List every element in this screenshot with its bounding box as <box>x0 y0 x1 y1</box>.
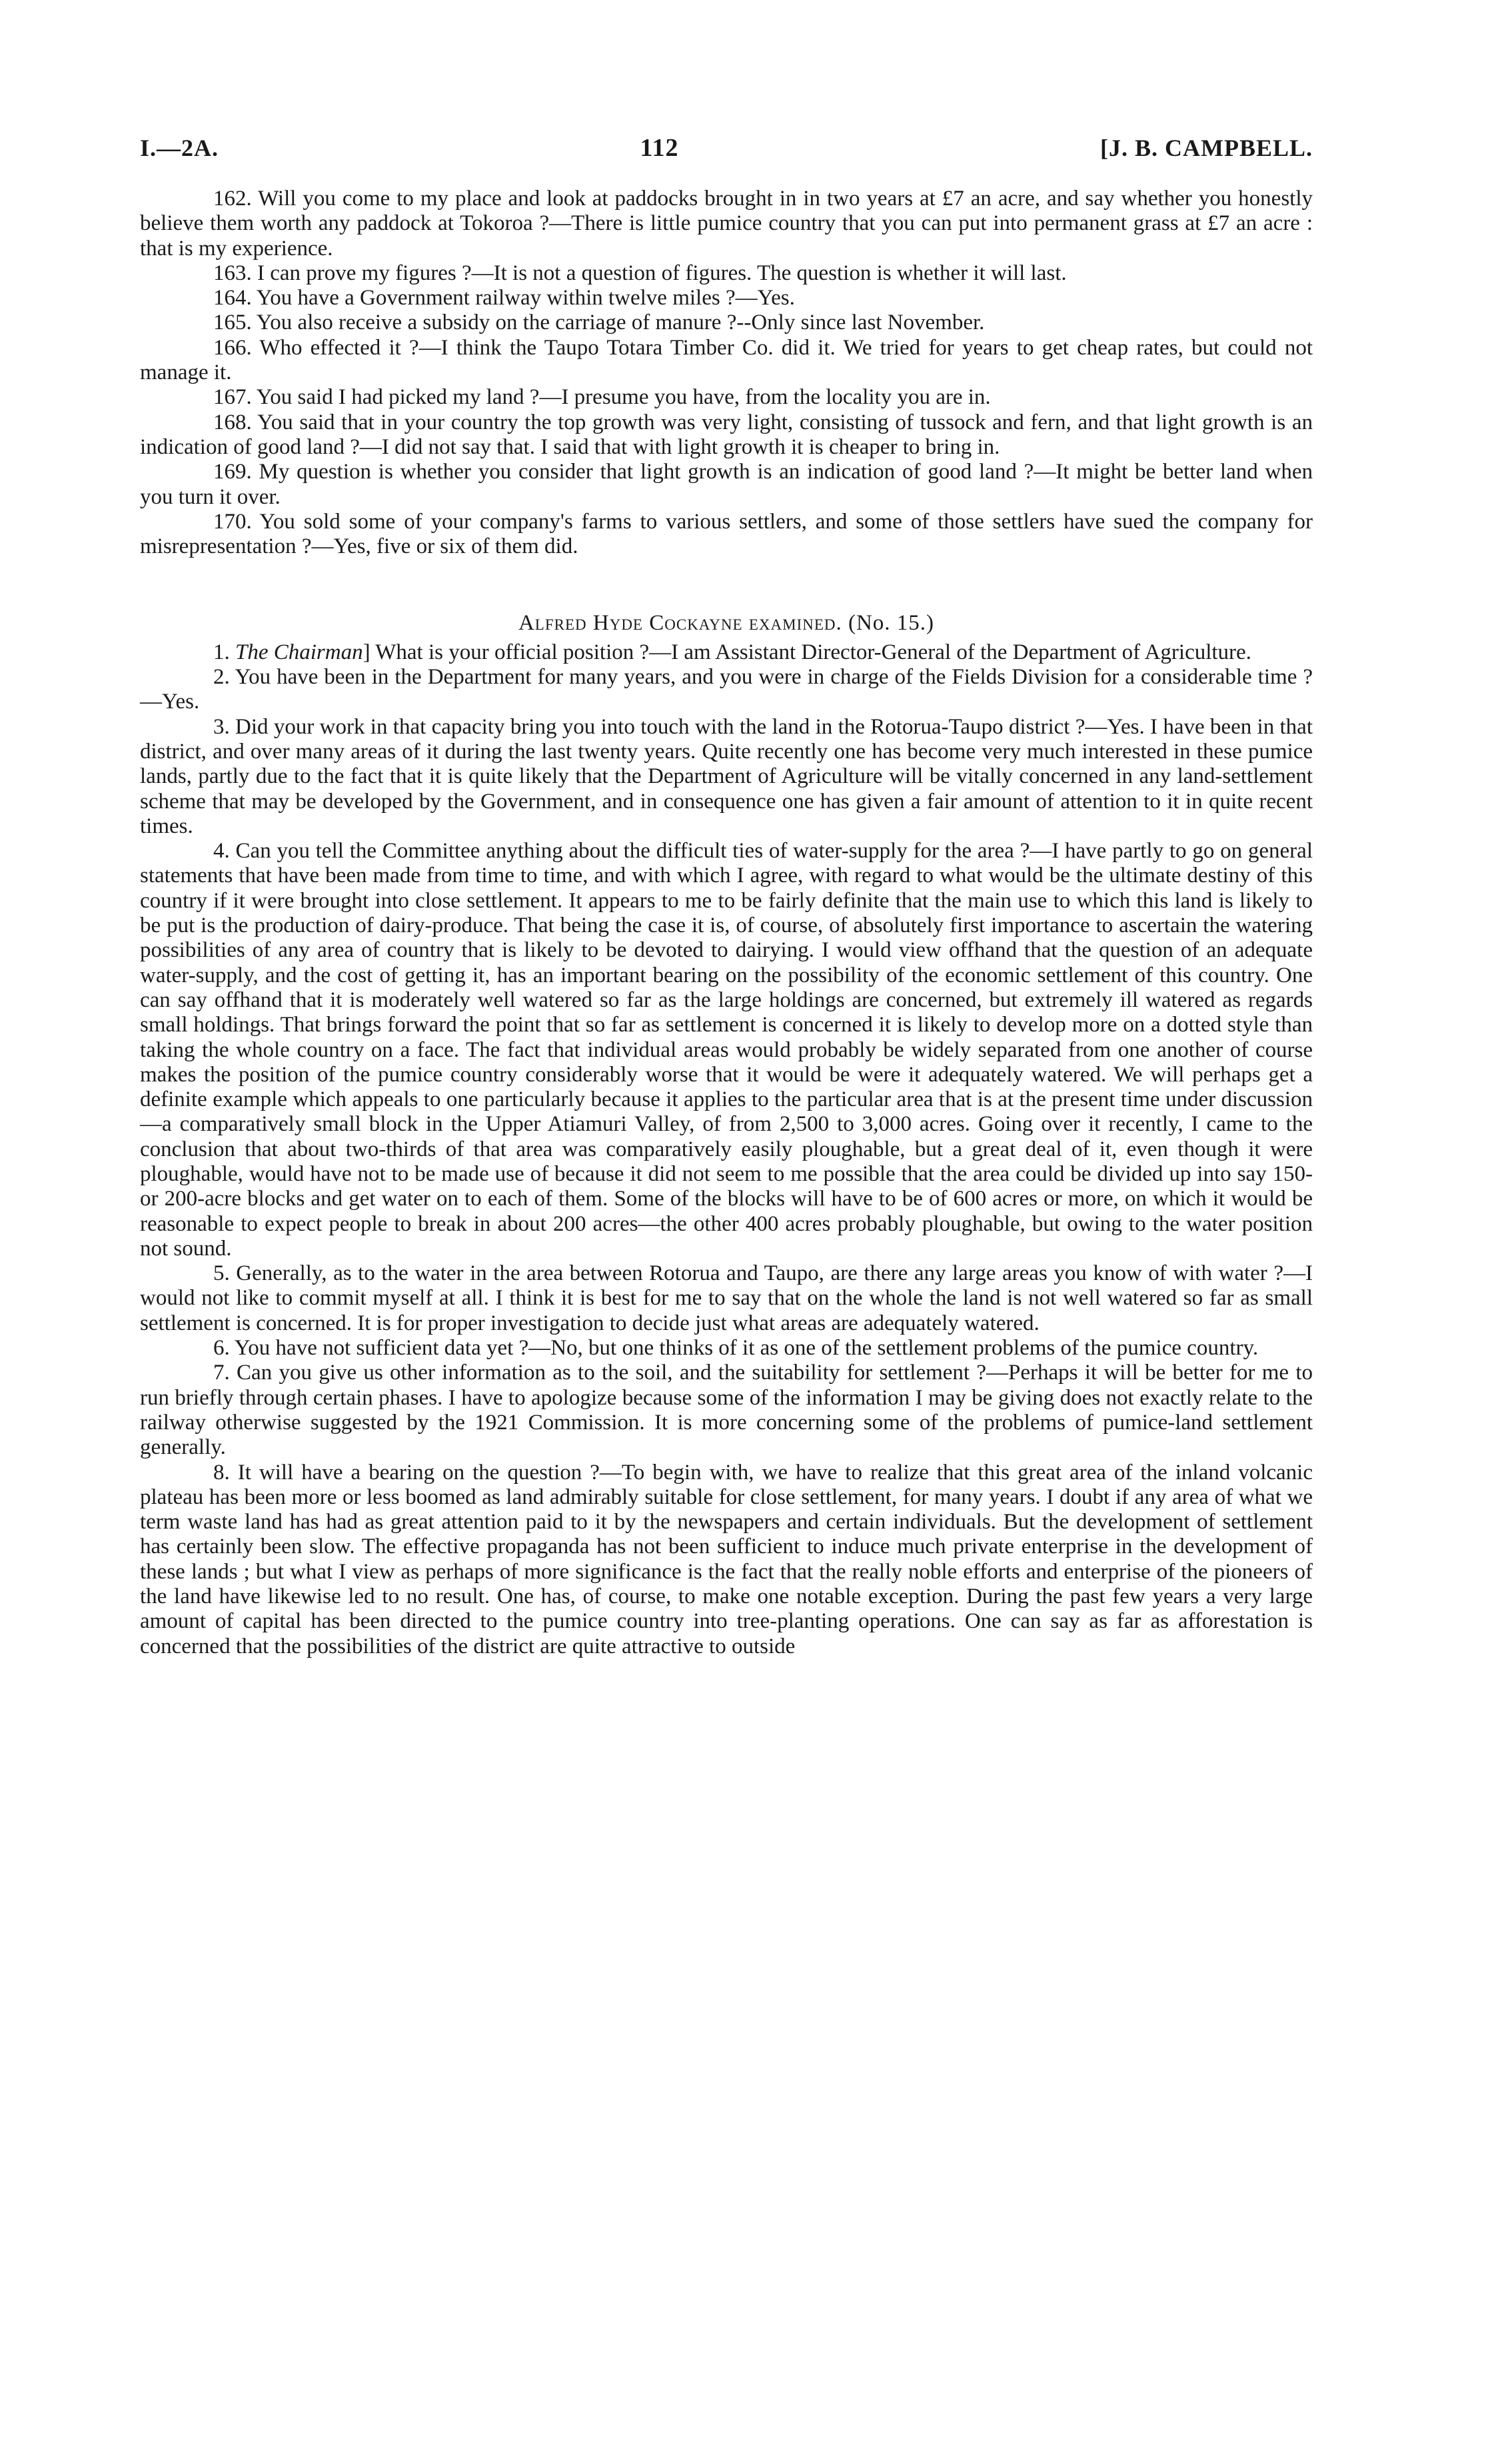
paragraph: 4. Can you tell the Committee anything about the difficult ties of water-supply for the area ?—I have partly to go on general statements that have been made from time to time, and with which I agree, with regard to what would be the ultimate destiny of this country if it were brought into close settlement. It appears to me to be fairly definite that the main use to which this land is likely to be put is the production of dairy-produce. That being the case it is, of course, of absolutely first importance to ascertain the watering possibilities of any area of country that is likely to be devoted to dairying. I would view offhand that the question of an adequate water-supply, and the cost of getting it, has an important bearing on the possibility of the economic settlement of this country. One can say offhand that it is moderately well watered so far as the large holdings are concerned, but extremely ill watered as regards small holdings. That brings forward the point that so far as settlement is concerned it is likely to develop more on a dotted style than taking the whole country on a face. The fact that individual areas would probably be widely separated from one another of course makes the position of the pumice country considerably worse that it would be were it adequately watered. We will perhaps get a definite example which appeals to one particularly because it applies to the particular area that is at the present time under discussion—a comparatively small block in the Upper Atiamuri Valley, of from 2,500 to 3,000 acres. Going over it recently, I came to the conclusion that about two-thirds of that area was comparatively easily ploughable, but a great deal of it, even though it were ploughable, would have not to be made use of because it did not seem to me possible that the area could be divided up into say 150- or 200-acre blocks and get water on to each of them. Some of the blocks will have to be of 600 acres or more, on which it would be reasonable to expect people to break in about 200 acres—the other 400 acres probably ploughable, but owing to the water position not sound. <box>140 839 1313 1261</box>
paragraph: 165. You also receive a subsidy on the carriage of manure ?--Only since last November. <box>213 310 985 335</box>
speaker-name: The Chairman <box>235 640 363 664</box>
witness-number: (No. 15.) <box>848 611 935 636</box>
examined-label: examined. <box>748 611 842 636</box>
paragraph: 6. You have not sufficient data yet ?—No, but one thinks of it as one of the settlement problems of the pumice country. <box>213 1336 1259 1361</box>
section-spacer <box>140 559 1313 586</box>
paragraph: 166. Who effected it ?—I think the Taupo Totara Timber Co. did it. We tried for years to get cheap rates, but could not manage it. <box>140 335 1313 385</box>
paragraph: 2. You have been in the Department for many years, and you were in charge of the Fields Division for a considerable time ?—Yes. <box>140 665 1313 714</box>
paragraph: 5. Generally, as to the water in the area between Rotorua and Taupo, are there any large areas you know of with water ?—I would not like to commit myself at all. I think it is best for me to say that on the whole the land is not well watered so far as small settlement is concerned. It is for proper investigation to decide just what areas are adequately watered. <box>140 1261 1313 1335</box>
page-number: 112 <box>640 134 679 162</box>
paragraph: 164. You have a Government railway within twelve miles ?—Yes. <box>213 286 795 310</box>
paragraph: 167. You said I had picked my land ?—I presume you have, from the locality you are in. <box>213 385 991 410</box>
header-reference: I.—2A. <box>140 135 219 161</box>
paragraph <box>140 640 1313 665</box>
paragraph: 162. Will you come to my place and look at paddocks brought in in two years at £7 an acre, and say whether you honestly believe them worth any paddock at Tokoroa ?—There is little pumice country that you can put into permanent grass at £7 an acre : that is my experience. <box>140 187 1313 261</box>
paragraph: 7. Can you give us other information as to the soil, and the suitability for settlement ?—Perhaps it will be better for me to run briefly through certain phases. I have to apologize because some of the information I may be giving does not exactly relate to the railway otherwise suggested by the 1921 Commission. It is more concerning some of the problems of pumice-land settlement generally. <box>140 1361 1313 1460</box>
paragraph: 169. My question is whether you consider that light growth is an indication of good land ?—It might be better land when you turn it over. <box>140 460 1313 509</box>
witness-name: Alfred Hyde Cockayne <box>518 611 743 636</box>
paragraph: 168. You said that in your country the top growth was very light, consisting of tussock and fern, and that light growth is an indication of good land ?—I did not say that. I said that with light growth it is cheaper to bring in. <box>140 410 1313 459</box>
paragraph: 170. You sold some of your company's farms to various settlers, and some of those settlers have sued the company for misrepresentation ?—Yes, five or six of them did. <box>140 509 1313 559</box>
paragraph: 3. Did your work in that capacity bring you into touch with the land in the Rotorua-Taupo district ?—Yes. I have been in that district, and over many areas of it during the last twenty years. Quite recently one has become very much interested in these pumice lands, partly due to the fact that it is quite likely that the Department of Agriculture will be vitally concerned in any land-settlement scheme that may be developed by the Government, and in consequence one has given a fair amount of attention to it in quite recent times. <box>140 714 1313 838</box>
paragraph: 163. I can prove my figures ?—It is not a question of figures. The question is whether it will last. <box>213 261 1067 285</box>
page-header <box>140 133 1313 187</box>
question-text: ] What is your official position ?—I am Assistant Director-General of the Department of Agriculture. <box>363 640 1251 664</box>
section-heading <box>140 611 1313 636</box>
document-page <box>140 133 1313 1659</box>
question-number: 1. <box>213 640 230 664</box>
document-body <box>140 187 1313 1659</box>
header-witness: [J. B. CAMPBELL. <box>1100 135 1313 161</box>
paragraph: 8. It will have a bearing on the question ?—To begin with, we have to realize that this great area of the inland volcanic plateau has been more or less boomed as land admirably suitable for close settlement, for many years. I doubt if any area of what we term waste land has had as great attention paid to it by the newspapers and certain individuals. But the development of settlement has certainly been slow. The effective propaganda has not been sufficient to induce much private enterprise in the development of these lands ; but what I view as perhaps of more significance is the fact that the really noble efforts and enterprise of the pioneers of the land have likewise led to no result. One has, of course, to make one notable exception. During the past few years a very large amount of capital has been directed to the pumice country into tree-planting operations. One can say as far as afforestation is concerned that the possibilities of the district are quite attractive to outside <box>140 1460 1313 1658</box>
